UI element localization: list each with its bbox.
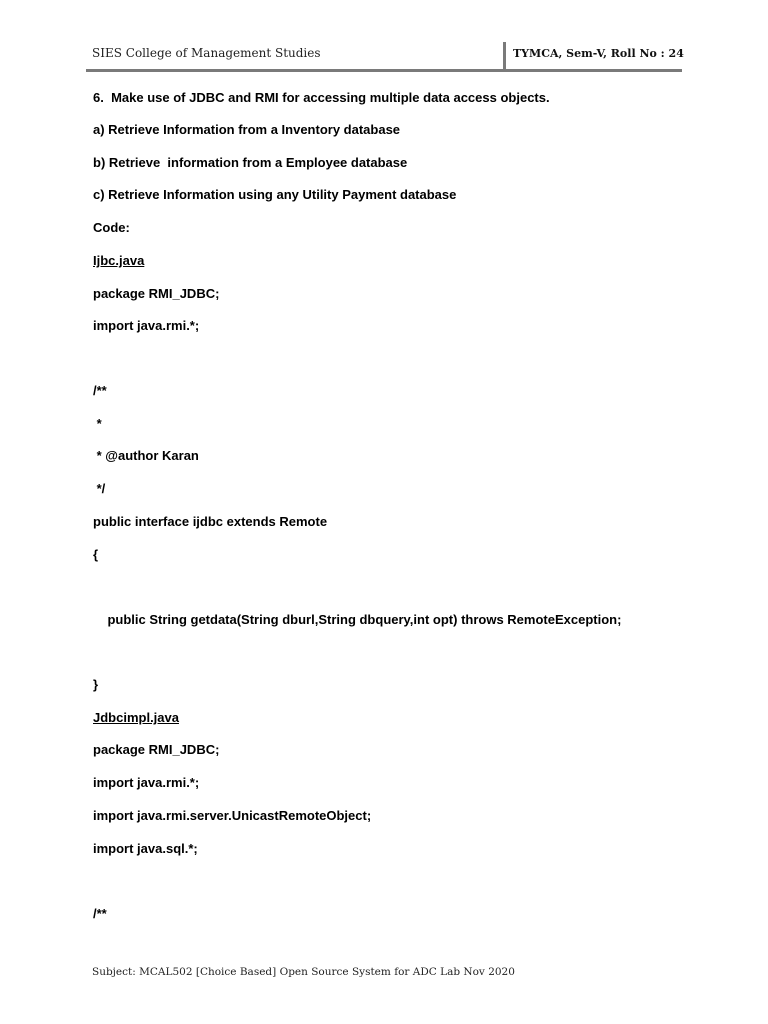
code-line: package RMI_JDBC; xyxy=(93,742,220,757)
code-line: } xyxy=(93,677,99,692)
file1-name: Ijbc.java xyxy=(93,253,145,268)
code-line: import java.rmi.*; xyxy=(93,775,200,790)
page-footer: Subject: MCAL502 [Choice Based] Open Source System for ADC Lab Nov 2020 xyxy=(92,966,515,978)
part-c: c) Retrieve Information using any Utility Payment database xyxy=(93,187,457,202)
header-divider xyxy=(503,42,506,70)
code-line: import java.rmi.*; xyxy=(93,318,200,333)
code-line: import java.rmi.server.UnicastRemoteObject; xyxy=(93,808,372,823)
code-line: /** xyxy=(93,383,107,398)
code-line: import java.sql.*; xyxy=(93,841,198,856)
college-name: SIES College of Management Studies xyxy=(92,46,321,60)
code-line: * @author Karan xyxy=(93,448,199,463)
code-line: public interface ijdbc extends Remote xyxy=(93,514,328,529)
part-b: b) Retrieve information from a Employee database xyxy=(93,155,408,170)
header-rule xyxy=(86,69,682,72)
code-line: */ xyxy=(93,481,106,496)
code-line: * xyxy=(93,416,102,431)
part-a: a) Retrieve Information from a Inventory database xyxy=(93,122,401,137)
file2-name: Jdbcimpl.java xyxy=(93,710,179,725)
question-heading: 6. Make use of JDBC and RMI for accessing multiple data access objects. xyxy=(93,90,550,105)
class-info: TYMCA, Sem-V, Roll No : 24 xyxy=(513,47,684,60)
code-line: /** xyxy=(93,906,107,921)
code-line: package RMI_JDBC; xyxy=(93,286,220,301)
code-line: { xyxy=(93,547,99,562)
code-label: Code: xyxy=(93,220,130,235)
code-line: public String getdata(String dburl,String dbquery,int opt) throws RemoteException; xyxy=(93,612,622,627)
